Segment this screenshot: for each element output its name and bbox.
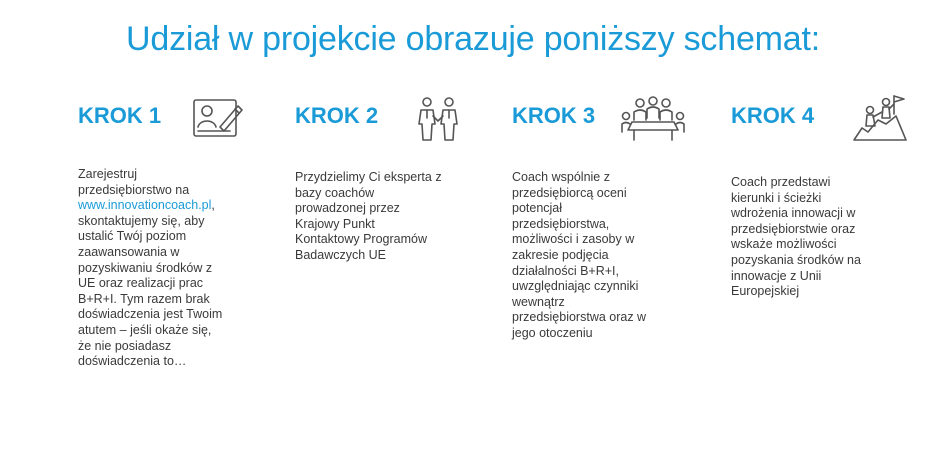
text-line: Zarejestruj: [78, 167, 138, 181]
text-line: Badawczych UE: [295, 247, 387, 262]
text-line: Coach wspólnie z: [512, 170, 610, 184]
text-line: prowadzonej przez: [295, 201, 400, 216]
text-line: przedsiębiorstwie oraz: [731, 221, 856, 236]
text-line: wskaże możliwości: [731, 237, 837, 252]
text-line: bazy coachów: [295, 185, 375, 200]
text-line: atutem – jeśli okaże się,: [78, 322, 212, 337]
page-title: Udział w projekcie obrazuje poniższy schemat:: [126, 20, 820, 58]
website-link[interactable]: www.innovationcoach.pl: [78, 198, 212, 213]
text-line: skontaktujemy się, aby: [78, 213, 205, 228]
text-line: potencjał: [512, 201, 563, 216]
handshake-people-icon: [412, 96, 464, 142]
text-line: wdrożenia innowacji w: [731, 206, 856, 221]
step-3-description: [512, 170, 697, 342]
text-line: zakresie podjęcia: [512, 247, 609, 262]
text-line: uwzględniając czynniki: [512, 279, 639, 294]
text-line: wewnątrz: [512, 294, 565, 309]
text-line: doświadczenia to…: [78, 354, 187, 369]
text-line: przedsiębiorstwa oraz w: [512, 310, 647, 325]
text-line: [78, 198, 278, 214]
step-2-description: [295, 170, 480, 264]
mountain-flag-icon: [852, 92, 908, 142]
text-line: Krajowy Punkt: [295, 216, 375, 231]
text-line: kierunki i ścieżki: [731, 190, 822, 205]
step-4-description: [731, 175, 916, 300]
step-1-heading: KROK 1: [78, 103, 162, 128]
text-line: UE oraz realizacji prac: [78, 276, 204, 291]
link-suffix: ,: [211, 198, 215, 213]
text-line: przedsiębiorstwa,: [512, 216, 610, 231]
text-line: doświadczenia jest Twoim: [78, 307, 223, 322]
text-line: przedsiębiorcą oceni: [512, 185, 627, 200]
text-line: Coach przedstawi: [731, 175, 831, 189]
text-line: zaawansowania w: [78, 244, 180, 259]
text-line: ustalić Twój poziom: [78, 229, 187, 244]
register-form-icon: [192, 96, 244, 142]
step-1-description: [78, 167, 278, 370]
step-4-heading: KROK 4: [731, 103, 815, 128]
step-3-heading: KROK 3: [512, 103, 596, 128]
text-line: Przydzielimy Ci eksperta z: [295, 170, 442, 184]
text-line: innowacje z Unii: [731, 268, 822, 283]
text-line: pozyskania środków na: [731, 252, 861, 267]
text-line: B+R+I. Tym razem brak: [78, 291, 210, 306]
text-line: Europejskiej: [731, 284, 800, 299]
text-line: że nie posiadasz: [78, 338, 172, 353]
text-line: możliwości i zasoby w: [512, 232, 635, 247]
text-line: działalności B+R+I,: [512, 263, 620, 278]
text-line: pozyskiwaniu środków z: [78, 260, 213, 275]
text-line: jego otoczeniu: [512, 325, 593, 340]
text-line: Kontaktowy Programów: [295, 232, 428, 247]
text-line: przedsiębiorstwo na: [78, 182, 190, 197]
step-2-heading: KROK 2: [295, 103, 379, 128]
meeting-table-icon: [620, 96, 686, 142]
